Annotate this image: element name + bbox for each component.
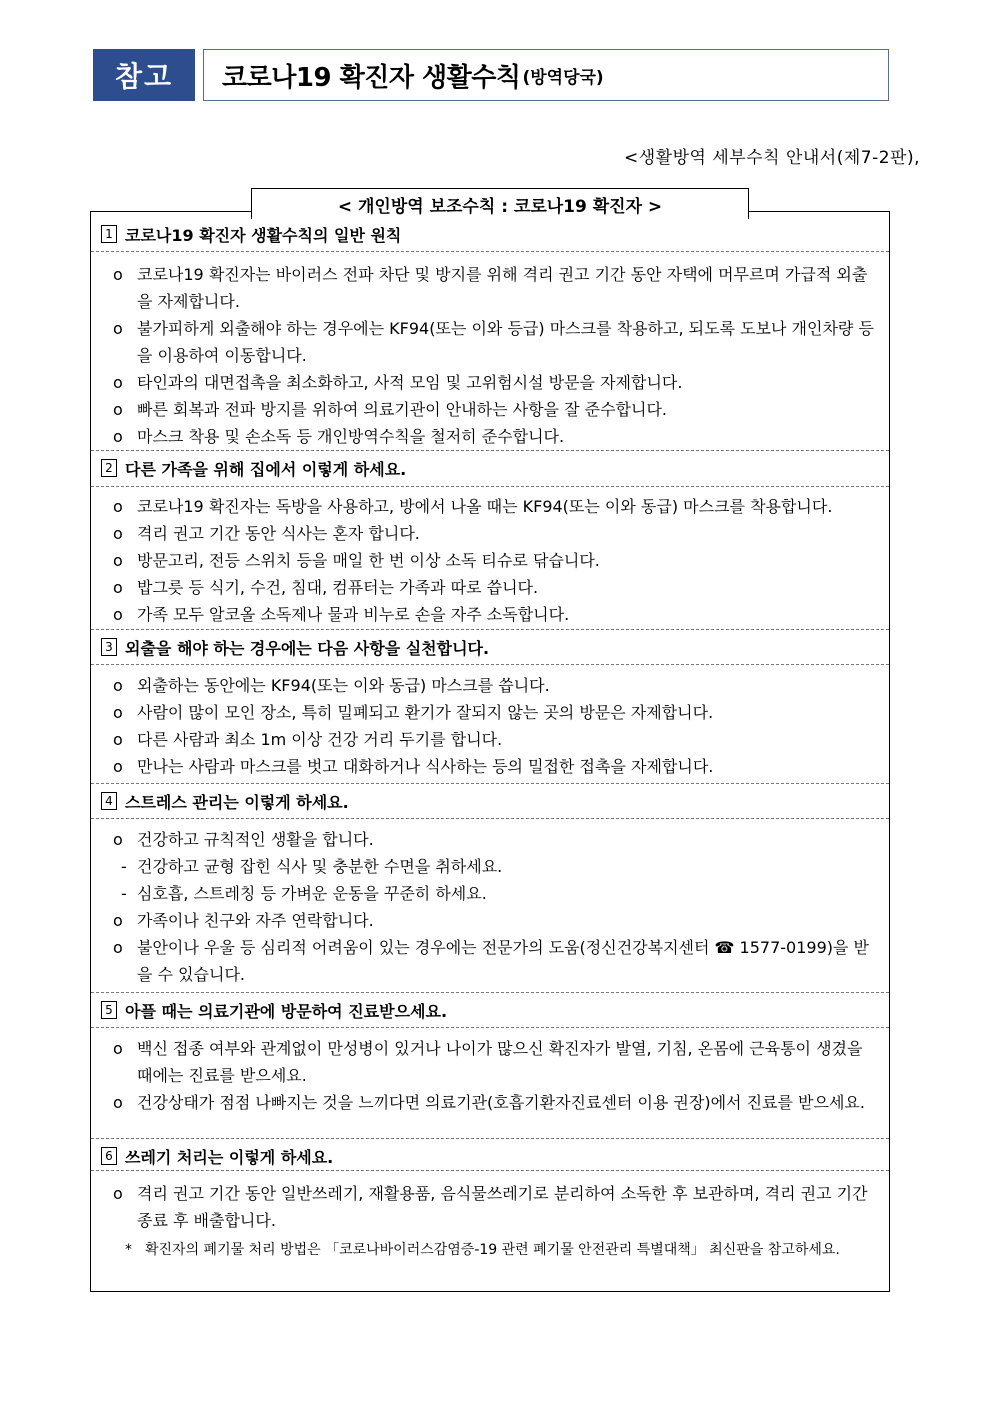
- page-title-suffix: (방역당국): [522, 67, 604, 88]
- list-item: o 마스크 착용 및 손소독 등 개인방역수칙을 철저히 준수합니다.: [113, 423, 879, 450]
- section-2-header: [91, 451, 889, 485]
- section-3-number: 3: [101, 638, 117, 656]
- list-item: o 외출하는 동안에는 KF94(또는 이와 동급) 마스크를 씁니다.: [113, 672, 879, 699]
- list-item: o 빠른 회복과 전파 방지를 위하여 의료기관이 안내하는 사항을 잘 준수합니다.: [113, 396, 879, 423]
- section-5-number: 5: [101, 1001, 117, 1019]
- section-3-divider: [91, 664, 889, 665]
- section-6-divider: [91, 1170, 889, 1171]
- section-3-title: 외출을 해야 하는 경우에는 다음 사항을 실천합니다.: [125, 638, 490, 658]
- section-4-divider: [91, 818, 889, 819]
- list-item: o 격리 권고 기간 동안 식사는 혼자 합니다.: [113, 520, 879, 547]
- section-1-number: 1: [101, 225, 117, 243]
- list-item: o 건강상태가 점점 나빠지는 것을 느끼다면 의료기관(호흡기환자진료센터 이용 권장)에서 진료를 받으세요.: [113, 1089, 879, 1116]
- list-item: o 격리 권고 기간 동안 일반쓰레기, 재활용품, 음식물쓰레기로 분리하여 소독한 후 보관하며, 격리 권고 기간 종료 후 배출합니다.: [113, 1180, 879, 1234]
- list-item: o 방문고리, 전등 스위치 등을 매일 한 번 이상 소독 티슈로 닦습니다.: [113, 547, 879, 574]
- section-2-title: 다른 가족을 위해 집에서 이렇게 하세요.: [125, 459, 407, 479]
- section-5-divider: [91, 1027, 889, 1028]
- section-6-header: [91, 1139, 889, 1173]
- section-1-divider: [91, 251, 889, 252]
- sub-item: - 심호흡, 스트레칭 등 가벼운 운동을 꾸준히 하세요.: [113, 880, 879, 907]
- list-item: o 타인과의 대면접촉을 최소화하고, 사적 모임 및 고위험시설 방문을 자제합니다.: [113, 369, 879, 396]
- section-5-header: [91, 993, 889, 1027]
- guidelines-box: [90, 211, 890, 1292]
- source-reference: <생활방역 세부수칙 안내서(제7-2판),: [624, 148, 920, 168]
- section-6-number: 6: [101, 1147, 117, 1165]
- footnote: * 확진자의 폐기물 처리 방법은 「코로나바이러스감염증-19 관련 폐기물 안전관리 특별대책」 최신판을 참고하세요.: [113, 1238, 879, 1262]
- list-item: o 건강하고 규칙적인 생활을 합니다.: [113, 826, 879, 853]
- section-4-body: [113, 826, 879, 988]
- reference-badge: 참고: [93, 49, 195, 101]
- list-item: o 불안이나 우울 등 심리적 어려움이 있는 경우에는 전문가의 도움(정신건강복지센터 ☎ 1577-0199)을 받을 수 있습니다.: [113, 934, 879, 988]
- list-item: o 코로나19 확진자는 독방을 사용하고, 방에서 나올 때는 KF94(또는 이와 동급) 마스크를 착용합니다.: [113, 493, 879, 520]
- section-4-header: [91, 784, 889, 818]
- list-item: o 코로나19 확진자는 바이러스 전파 차단 및 방지를 위해 격리 권고 기간 동안 자택에 머무르며 가급적 외출을 자제합니다.: [113, 261, 879, 315]
- section-2-number: 2: [101, 459, 117, 477]
- section-3-body: [113, 672, 879, 780]
- page-header: [93, 49, 889, 101]
- section-2-divider: [91, 486, 889, 487]
- list-item: o 가족이나 친구와 자주 연락합니다.: [113, 907, 879, 934]
- list-item: o 사람이 많이 모인 장소, 특히 밀폐되고 환기가 잘되지 않는 곳의 방문은 자제합니다.: [113, 699, 879, 726]
- list-item: o 밥그릇 등 식기, 수건, 침대, 컴퓨터는 가족과 따로 씁니다.: [113, 574, 879, 601]
- section-5-body: [113, 1035, 879, 1116]
- section-4-title: 스트레스 관리는 이렇게 하세요.: [125, 792, 349, 812]
- section-1-header: [91, 217, 889, 251]
- box-title: < 개인방역 보조수칙 : 코로나19 확진자 >: [251, 188, 749, 219]
- list-item: o 만나는 사람과 마스크를 벗고 대화하거나 식사하는 등의 밀접한 접촉을 자제합니다.: [113, 753, 879, 780]
- section-5-title: 아플 때는 의료기관에 방문하여 진료받으세요.: [125, 1001, 448, 1021]
- list-item: o 백신 접종 여부와 관계없이 만성병이 있거나 나이가 많으신 확진자가 발열, 기침, 온몸에 근육통이 생겼을 때에는 진료를 받으세요.: [113, 1035, 879, 1089]
- list-item: o 다른 사람과 최소 1m 이상 건강 거리 두기를 합니다.: [113, 726, 879, 753]
- page-title: 코로나19 확진자 생활수칙: [222, 62, 521, 93]
- section-6-body: [113, 1180, 879, 1262]
- section-6-title: 쓰레기 처리는 이렇게 하세요.: [125, 1147, 334, 1167]
- section-2-body: [113, 493, 879, 628]
- sub-item: - 건강하고 균형 잡힌 식사 및 충분한 수면을 취하세요.: [113, 853, 879, 880]
- section-1-title: 코로나19 확진자 생활수칙의 일반 원칙: [125, 225, 402, 245]
- list-item: o 불가피하게 외출해야 하는 경우에는 KF94(또는 이와 등급) 마스크를 착용하고, 되도록 도보나 개인차량 등을 이용하여 이동합니다.: [113, 315, 879, 369]
- list-item: o 가족 모두 알코올 소독제나 물과 비누로 손을 자주 소독합니다.: [113, 601, 879, 628]
- section-4-number: 4: [101, 792, 117, 810]
- section-1-body: [113, 261, 879, 450]
- section-3-header: [91, 630, 889, 664]
- title-box: [203, 49, 889, 101]
